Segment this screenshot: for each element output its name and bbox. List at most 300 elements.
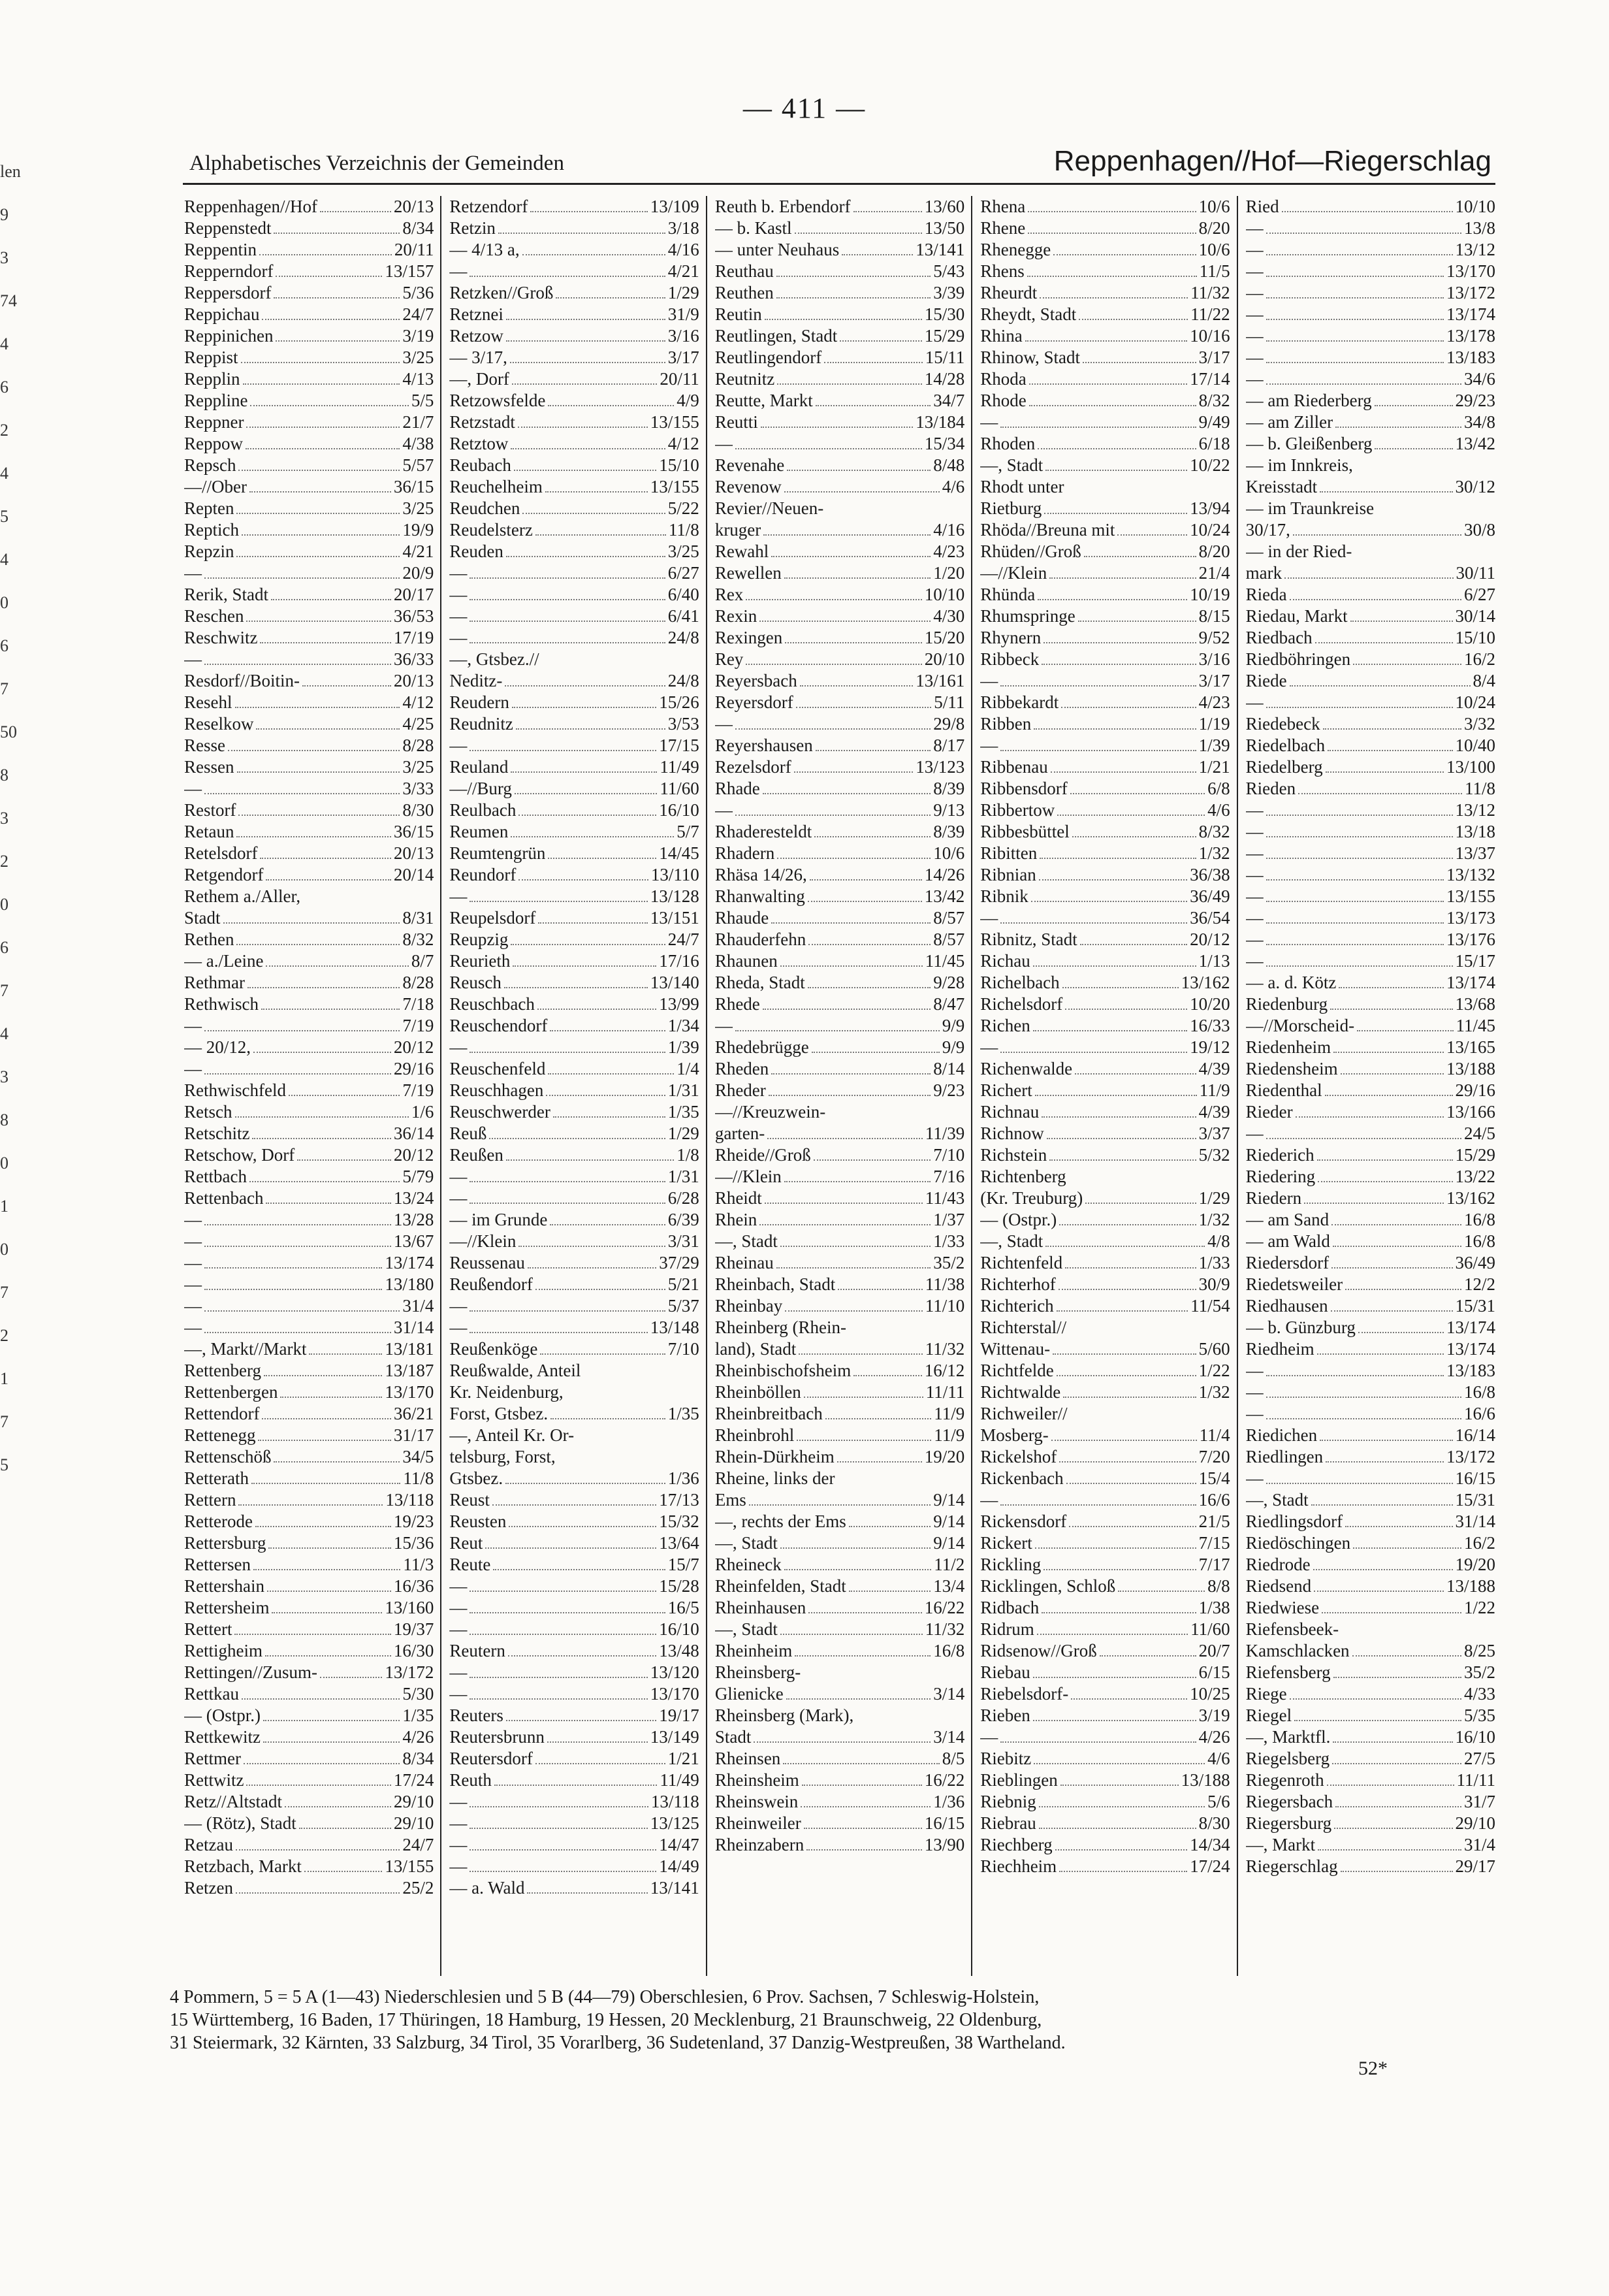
index-entry xyxy=(184,498,434,519)
leader-dots xyxy=(1042,1116,1196,1118)
entry-name: Rheinsen xyxy=(714,1749,781,1768)
leader-dots xyxy=(276,340,400,342)
entry-reference: 8/28 xyxy=(402,973,434,992)
entry-name: Riedenburg xyxy=(1245,994,1328,1014)
entry-name: Riedrode xyxy=(1245,1555,1311,1574)
index-entry xyxy=(1246,864,1495,886)
entry-reference: 15/10 xyxy=(659,455,699,475)
leader-dots xyxy=(236,944,400,945)
entry-name: — (Ostpr.) xyxy=(980,1210,1057,1229)
leader-dots xyxy=(237,771,400,773)
entry-reference: 3/14 xyxy=(933,1727,965,1747)
entry-reference: 3/17 xyxy=(1198,348,1230,367)
leader-dots xyxy=(1000,427,1196,428)
entry-reference: 31/14 xyxy=(393,1318,434,1337)
entry-reference: 24/5 xyxy=(1464,1124,1496,1143)
leader-dots xyxy=(801,1806,931,1807)
leader-dots xyxy=(492,1504,656,1506)
entry-reference: 8/47 xyxy=(933,994,965,1014)
entry-name: Rheidt xyxy=(714,1188,762,1208)
entry-name: Riedheim xyxy=(1245,1339,1314,1359)
leader-dots xyxy=(276,276,382,277)
index-entry xyxy=(980,1058,1230,1080)
entry-reference: 3/18 xyxy=(667,218,699,238)
entry-name: Rietburg xyxy=(980,498,1042,518)
leader-dots xyxy=(470,1634,656,1635)
leader-dots xyxy=(1266,1483,1453,1484)
entry-name: Riedlingen xyxy=(1245,1447,1324,1466)
entry-name: Rethem a./Aller, xyxy=(184,886,301,906)
entry-name: Rheden xyxy=(714,1059,769,1078)
entry-name: — xyxy=(1245,1124,1264,1143)
index-entry xyxy=(715,325,964,347)
index-entry xyxy=(980,1770,1230,1791)
entry-name: Retzbach, Markt xyxy=(184,1856,302,1876)
index-entry xyxy=(715,1511,964,1532)
entry-name: — xyxy=(1245,822,1264,841)
index-entry xyxy=(715,368,964,390)
leader-dots xyxy=(1000,1052,1187,1053)
leader-dots xyxy=(518,1246,665,1247)
entry-reference: 9/28 xyxy=(933,973,965,992)
entry-name: Reutnitz xyxy=(714,369,775,389)
index-entry xyxy=(715,1317,964,1338)
index-entry xyxy=(1246,907,1495,929)
entry-name: Ribbertow xyxy=(980,800,1055,820)
index-entry xyxy=(1246,304,1495,325)
index-entry xyxy=(184,1834,434,1856)
entry-reference: 13/140 xyxy=(650,973,699,992)
entry-reference: 8/57 xyxy=(933,930,965,949)
entry-reference: 8/57 xyxy=(933,908,965,928)
index-entry xyxy=(184,519,434,541)
index-entry xyxy=(449,864,699,886)
index-entry xyxy=(184,261,434,282)
index-entry xyxy=(715,1705,964,1726)
leader-dots xyxy=(252,1138,390,1139)
leader-dots xyxy=(511,771,657,773)
entry-name: Riederich xyxy=(1245,1145,1314,1165)
entry-reference: 8/15 xyxy=(1198,606,1230,626)
entry-name: — xyxy=(449,1598,468,1617)
index-entry xyxy=(184,1188,434,1209)
leader-dots xyxy=(255,1526,391,1527)
index-entry xyxy=(184,1446,434,1468)
entry-reference: 11/9 xyxy=(934,1425,965,1445)
entry-reference: 13/118 xyxy=(650,1792,699,1811)
leader-dots xyxy=(236,1892,400,1894)
index-entry xyxy=(184,994,434,1015)
leader-dots xyxy=(1296,1116,1444,1118)
entry-name: —//Ober xyxy=(184,477,247,496)
leader-dots xyxy=(516,728,665,730)
index-entry xyxy=(184,196,434,218)
entry-reference: 13/141 xyxy=(916,240,965,259)
entry-name: — xyxy=(449,563,468,583)
leader-dots xyxy=(746,664,921,665)
entry-reference: 4/12 xyxy=(402,692,434,712)
index-entry xyxy=(1246,1813,1495,1834)
index-entry xyxy=(980,821,1230,843)
entry-reference: 1/21 xyxy=(1198,757,1230,777)
leader-dots xyxy=(1061,707,1196,708)
entry-name: Rheide//Groß xyxy=(714,1145,811,1165)
index-entry xyxy=(184,1274,434,1295)
margin-mark: 3 xyxy=(0,1067,8,1086)
leader-dots xyxy=(1320,491,1452,493)
leader-dots xyxy=(518,427,648,428)
entry-name: Rettenbergen xyxy=(184,1382,278,1402)
leader-dots xyxy=(1266,233,1461,234)
index-entry xyxy=(980,1468,1230,1489)
entry-name: Reyershausen xyxy=(714,736,813,755)
entry-name: — xyxy=(449,886,468,906)
index-entry xyxy=(980,1834,1230,1856)
leader-dots xyxy=(259,254,392,255)
index-entry xyxy=(715,1597,964,1619)
leader-dots xyxy=(243,383,400,385)
index-entry xyxy=(184,1597,434,1619)
leader-dots xyxy=(1334,1828,1452,1829)
entry-name: Richweiler// xyxy=(980,1404,1068,1423)
leader-dots xyxy=(1282,211,1453,212)
leader-dots xyxy=(1313,1569,1453,1570)
entry-reference: 13/180 xyxy=(385,1274,434,1294)
entry-name: — xyxy=(184,563,202,583)
entry-reference: 13/42 xyxy=(924,886,965,906)
index-entry xyxy=(980,282,1230,304)
index-entry xyxy=(980,950,1230,972)
entry-reference: 17/14 xyxy=(1190,369,1230,389)
index-entry xyxy=(1246,1123,1495,1144)
index-entry xyxy=(449,412,699,433)
index-entry xyxy=(184,1856,434,1877)
index-entry xyxy=(980,1101,1230,1123)
leader-dots xyxy=(498,233,665,234)
entry-name: Restorf xyxy=(184,800,236,820)
entry-reference: 13/174 xyxy=(1446,1339,1496,1359)
leader-dots xyxy=(510,362,665,363)
entry-name: — xyxy=(449,736,468,755)
entry-reference: 19/17 xyxy=(659,1706,699,1725)
index-entry xyxy=(449,1770,699,1791)
entry-name: Reppentin xyxy=(184,240,257,259)
index-entry xyxy=(715,239,964,261)
margin-marks xyxy=(0,150,26,1487)
leader-dots xyxy=(795,233,922,234)
entry-name: Revenow xyxy=(714,477,782,496)
entry-name: Rewellen xyxy=(714,563,782,583)
entry-name: Reutersbrunn xyxy=(449,1727,545,1747)
index-column xyxy=(1237,196,1502,1976)
entry-name: Rhens xyxy=(980,261,1025,281)
index-entry xyxy=(1246,886,1495,907)
entry-reference: 13/64 xyxy=(659,1533,699,1553)
entry-reference: 7/18 xyxy=(402,994,434,1014)
index-column xyxy=(971,196,1236,1976)
leader-dots xyxy=(550,1030,665,1031)
leader-dots xyxy=(1057,815,1205,816)
index-entry xyxy=(715,670,964,692)
entry-reference: 36/49 xyxy=(1455,1253,1496,1272)
entry-reference: 34/8 xyxy=(1464,412,1496,432)
entry-name: Ricklingen, Schloß xyxy=(980,1576,1116,1596)
leader-dots xyxy=(799,1353,922,1355)
entry-reference: 7/10 xyxy=(933,1145,965,1165)
index-entry xyxy=(1246,519,1495,541)
index-entry xyxy=(184,1554,434,1576)
leader-dots xyxy=(204,793,400,794)
leader-dots xyxy=(264,1375,382,1376)
entry-name: Rex xyxy=(714,585,744,604)
entry-name: — xyxy=(184,1296,202,1316)
entry-name: Riebrau xyxy=(980,1813,1036,1833)
entry-reference: 15/10 xyxy=(1455,628,1496,647)
index-entry xyxy=(980,886,1230,907)
leader-dots xyxy=(1038,599,1187,600)
entry-reference: 11/39 xyxy=(925,1124,965,1143)
leader-dots xyxy=(546,1095,665,1096)
entry-reference: 13/188 xyxy=(1446,1576,1496,1596)
leader-dots xyxy=(1000,1741,1196,1743)
index-entry xyxy=(715,1770,964,1791)
entry-reference: 17/13 xyxy=(659,1490,699,1510)
index-entry xyxy=(184,1683,434,1705)
index-entry xyxy=(715,692,964,713)
index-entry xyxy=(980,735,1230,756)
entry-reference: 10/25 xyxy=(1190,1684,1230,1704)
entry-name: —//Klein xyxy=(980,563,1047,583)
index-entry xyxy=(449,1317,699,1338)
index-entry xyxy=(449,1403,699,1425)
leader-dots xyxy=(1072,836,1196,837)
index-entry xyxy=(184,325,434,347)
footnote xyxy=(170,1986,1476,2054)
entry-name: Glienicke xyxy=(714,1684,784,1704)
entry-name: Rheinweiler xyxy=(714,1813,801,1833)
leader-dots xyxy=(302,685,391,687)
index-entry xyxy=(184,627,434,649)
entry-reference: 17/24 xyxy=(393,1770,434,1790)
leader-dots xyxy=(506,319,665,320)
leader-dots xyxy=(1085,1203,1196,1204)
entry-name: Reuß xyxy=(449,1124,487,1143)
index-entry xyxy=(184,800,434,821)
entry-reference: 1/39 xyxy=(667,1037,699,1057)
entry-name: — im Innkreis, xyxy=(1245,455,1353,475)
entry-reference: 10/10 xyxy=(924,585,965,604)
entry-name: Rheine, links der xyxy=(714,1468,835,1488)
entry-reference: 16/8 xyxy=(1464,1231,1496,1251)
entry-reference: 4/26 xyxy=(402,1727,434,1747)
entry-reference: 11/38 xyxy=(925,1274,965,1294)
index-entry xyxy=(1246,1317,1495,1338)
entry-reference: 10/20 xyxy=(1190,994,1230,1014)
index-entry xyxy=(449,1856,699,1877)
entry-reference: 19/20 xyxy=(924,1447,965,1466)
entry-name: — xyxy=(184,1253,202,1272)
entry-name: Ribbensdorf xyxy=(980,779,1068,798)
index-entry xyxy=(980,1446,1230,1468)
index-entry xyxy=(184,1662,434,1683)
entry-reference: 13/173 xyxy=(1446,908,1496,928)
entry-name: Rettersheim xyxy=(184,1598,270,1617)
entry-reference: 16/15 xyxy=(1455,1468,1496,1488)
entry-reference: 1/36 xyxy=(933,1792,965,1811)
entry-name: Rettersen xyxy=(184,1555,251,1574)
leader-dots xyxy=(1080,944,1187,945)
index-entry xyxy=(715,196,964,218)
entry-name: — (Ostpr.) xyxy=(184,1706,261,1725)
leader-dots xyxy=(1314,1591,1444,1592)
index-entry xyxy=(715,972,964,994)
leader-dots xyxy=(528,1267,656,1269)
entry-reference: 13/22 xyxy=(1455,1167,1496,1186)
index-entry xyxy=(449,1834,699,1856)
entry-reference: 24/7 xyxy=(402,1835,434,1854)
index-entry xyxy=(184,1726,434,1748)
entry-reference: 4/26 xyxy=(1198,1727,1230,1747)
entry-name: Reulbach xyxy=(449,800,517,820)
entry-name: Ribnian xyxy=(980,865,1036,884)
entry-name: Retzken//Groß xyxy=(449,283,554,302)
entry-reference: 13/155 xyxy=(650,477,699,496)
index-entry xyxy=(980,304,1230,325)
leader-dots xyxy=(238,470,400,471)
leader-dots xyxy=(735,815,931,816)
index-entry xyxy=(184,756,434,778)
index-entry xyxy=(980,541,1230,562)
index-entry xyxy=(980,498,1230,519)
entry-reference: 8/25 xyxy=(1464,1641,1496,1660)
index-entry xyxy=(715,1640,964,1662)
leader-dots xyxy=(1266,707,1453,708)
leader-dots xyxy=(786,1698,931,1700)
entry-name: —, Anteil Kr. Or- xyxy=(449,1425,575,1445)
entry-name: Ridsenow//Groß xyxy=(980,1641,1097,1660)
entry-reference: 3/31 xyxy=(667,1231,699,1251)
index-entry xyxy=(980,1726,1230,1748)
entry-reference: 25/2 xyxy=(402,1878,434,1898)
entry-name: — xyxy=(1245,1468,1264,1488)
leader-dots xyxy=(838,1289,922,1290)
entry-name: Rhede xyxy=(714,994,760,1014)
leader-dots xyxy=(204,1289,382,1290)
index-entry xyxy=(449,1511,699,1532)
header-range: Reppenhagen//Hof—Riegerschlag xyxy=(1053,145,1491,177)
entry-name: — xyxy=(1245,908,1264,928)
entry-reference: 8/39 xyxy=(933,779,965,798)
entry-reference: 3/53 xyxy=(667,714,699,734)
entry-reference: 4/38 xyxy=(402,434,434,453)
leader-dots xyxy=(1100,1655,1196,1657)
entry-reference: 14/49 xyxy=(659,1856,699,1876)
index-entry xyxy=(980,1554,1230,1576)
index-entry xyxy=(715,1274,964,1295)
leader-dots xyxy=(1266,815,1453,816)
leader-dots xyxy=(754,1741,931,1743)
leader-dots xyxy=(1318,1181,1452,1182)
entry-reference: 34/5 xyxy=(402,1447,434,1466)
entry-reference: 11/5 xyxy=(1199,261,1230,281)
leader-dots xyxy=(267,1591,391,1592)
entry-reference: 29/8 xyxy=(933,714,965,734)
entry-reference: 8/17 xyxy=(933,736,965,755)
leader-dots xyxy=(771,922,931,924)
leader-dots xyxy=(1000,685,1196,687)
index-entry xyxy=(715,1446,964,1468)
entry-name: Rieden xyxy=(1245,779,1296,798)
leader-dots xyxy=(1293,534,1461,536)
index-entry xyxy=(449,218,699,239)
entry-reference: 13/50 xyxy=(924,218,965,238)
leader-dots xyxy=(1328,750,1452,751)
index-entry xyxy=(449,1037,699,1058)
index-entry xyxy=(1246,950,1495,972)
index-entry xyxy=(715,778,964,800)
entry-name: Riebau xyxy=(980,1662,1030,1682)
index-entry xyxy=(184,476,434,498)
entry-reference: 13/170 xyxy=(650,1684,699,1704)
margin-mark: 6 xyxy=(0,378,8,396)
index-entry xyxy=(1246,1058,1495,1080)
leader-dots xyxy=(763,1009,931,1010)
entry-name: Richterstal// xyxy=(980,1318,1067,1337)
leader-dots xyxy=(1035,1095,1197,1096)
index-entry xyxy=(980,325,1230,347)
entry-name: Rhaude xyxy=(714,908,769,928)
leader-dots xyxy=(1345,1289,1461,1290)
entry-name: Rieblingen xyxy=(980,1770,1058,1790)
leader-dots xyxy=(320,1677,382,1678)
entry-name: Riedelberg xyxy=(1245,757,1323,777)
index-entry xyxy=(184,1037,434,1058)
index-entry xyxy=(715,1468,964,1489)
entry-reference: 13/68 xyxy=(1455,994,1496,1014)
entry-name: (Kr. Treuburg) xyxy=(980,1188,1083,1208)
margin-mark: 6 xyxy=(0,938,8,957)
leader-dots xyxy=(1028,211,1196,212)
index-entry xyxy=(980,1532,1230,1554)
entry-name: Retzstadt xyxy=(449,412,515,432)
entry-name: Reupelsdorf xyxy=(449,908,536,928)
entry-name: Rheinberg (Rhein- xyxy=(714,1318,847,1337)
entry-name: Ribbeck xyxy=(980,649,1040,669)
index-entry xyxy=(715,1166,964,1188)
leader-dots xyxy=(1326,771,1444,773)
entry-reference: 7/15 xyxy=(1198,1533,1230,1553)
entry-reference: 15/36 xyxy=(393,1533,434,1553)
margin-mark: 3 xyxy=(0,809,8,828)
index-entry xyxy=(1246,627,1495,649)
entry-reference: 14/45 xyxy=(659,843,699,863)
entry-name: Rettenberg xyxy=(184,1361,261,1380)
index-entry xyxy=(184,821,434,843)
leader-dots xyxy=(204,1246,391,1247)
entry-name: Reußen xyxy=(449,1145,503,1165)
index-entry xyxy=(184,1511,434,1532)
entry-name: — xyxy=(449,1792,468,1811)
entry-reference: 8/14 xyxy=(933,1059,965,1078)
entry-name: Richtwalde xyxy=(980,1382,1061,1402)
entry-name: — (Rötz), Stadt xyxy=(184,1813,296,1833)
entry-name: — xyxy=(449,1684,468,1704)
entry-name: Reuters xyxy=(449,1706,503,1725)
sheet-number: 52* xyxy=(1358,2058,1388,2079)
leader-dots xyxy=(763,534,931,536)
entry-reference: 5/6 xyxy=(1207,1792,1230,1811)
index-entry xyxy=(980,627,1230,649)
